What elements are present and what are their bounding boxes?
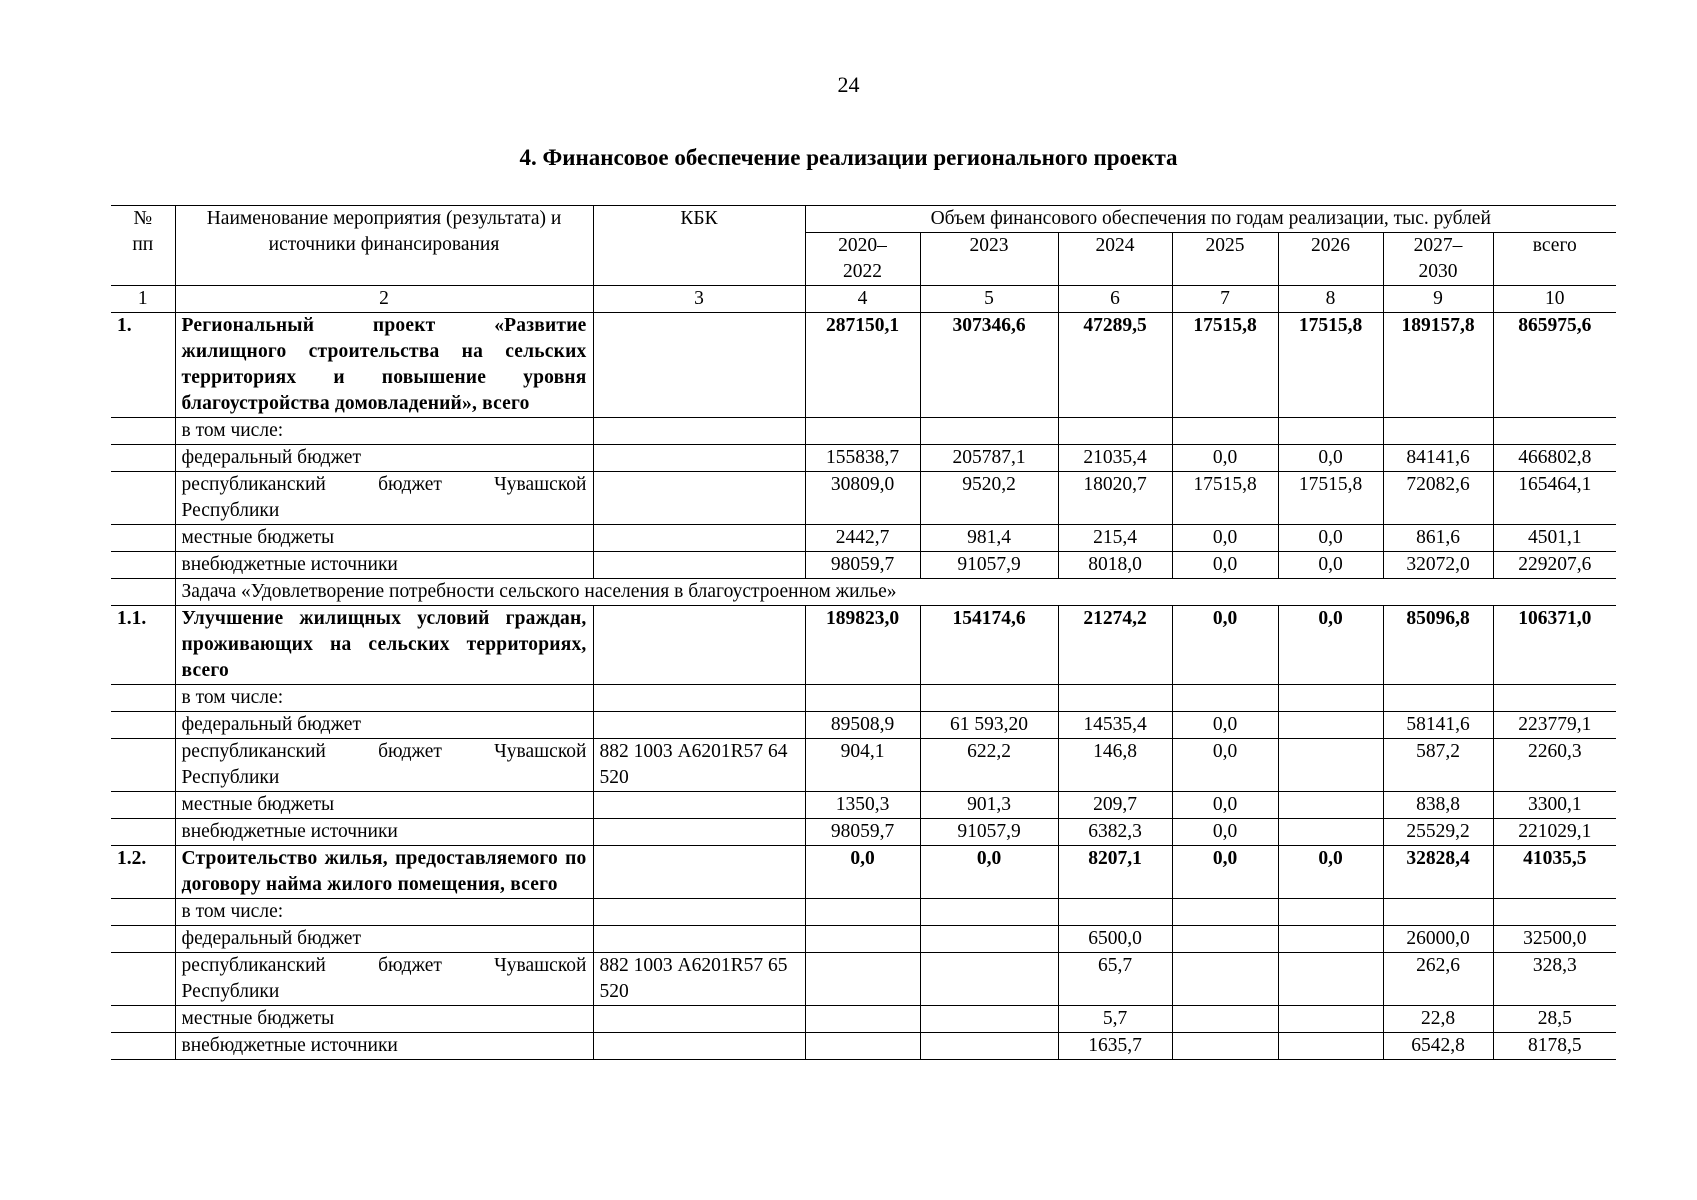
header-year-2020-2022: 2020– 2022 — [805, 233, 920, 286]
row-kbk — [593, 313, 805, 418]
row-value: 3300,1 — [1493, 792, 1616, 819]
row-value: 6500,0 — [1058, 926, 1172, 953]
row-value: 2260,3 — [1493, 739, 1616, 792]
item-row — [111, 313, 1616, 418]
row-kbk — [593, 846, 805, 899]
row-name: Улучшение жилищных условий граждан, проживающих на сельских территориях, всего — [175, 606, 593, 685]
row-value: 622,2 — [920, 739, 1058, 792]
row-value — [1058, 685, 1172, 712]
row-kbk: 882 1003 А6201R57 65 520 — [593, 953, 805, 1006]
row-value: 61 593,20 — [920, 712, 1058, 739]
row-value — [1493, 685, 1616, 712]
header-total: всего — [1493, 233, 1616, 286]
row-value: 0,0 — [1172, 552, 1278, 579]
row-kbk — [593, 926, 805, 953]
row-number — [111, 819, 175, 846]
row-value: 0,0 — [1278, 445, 1383, 472]
row-value: 287150,1 — [805, 313, 920, 418]
row-value — [1278, 899, 1383, 926]
section-title: 4. Финансовое обеспечение реализации регионального проекта — [519, 145, 1178, 170]
row-value: 6542,8 — [1383, 1033, 1493, 1060]
row-value: 0,0 — [1172, 525, 1278, 552]
column-number: 10 — [1493, 286, 1616, 313]
row-value: 838,8 — [1383, 792, 1493, 819]
row-value: 32072,0 — [1383, 552, 1493, 579]
header-volume: Объем финансового обеспечения по годам реализации, тыс. рублей — [805, 206, 1616, 233]
row-value: 26000,0 — [1383, 926, 1493, 953]
row-value: 72082,6 — [1383, 472, 1493, 525]
row-value: 155838,7 — [805, 445, 920, 472]
source-row — [111, 953, 1616, 1006]
source-row — [111, 926, 1616, 953]
source-row — [111, 472, 1616, 525]
row-value: 58141,6 — [1383, 712, 1493, 739]
header-year-2023: 2023 — [920, 233, 1058, 286]
row-value — [1278, 685, 1383, 712]
row-value: 904,1 — [805, 739, 920, 792]
row-value: 89508,9 — [805, 712, 920, 739]
row-value: 21274,2 — [1058, 606, 1172, 685]
row-kbk — [593, 606, 805, 685]
table-body — [111, 206, 1616, 1060]
row-value — [920, 899, 1058, 926]
row-kbk — [593, 685, 805, 712]
column-number: 6 — [1058, 286, 1172, 313]
row-value — [920, 685, 1058, 712]
source-row — [111, 685, 1616, 712]
row-value — [805, 926, 920, 953]
row-value: 861,6 — [1383, 525, 1493, 552]
row-kbk — [593, 445, 805, 472]
row-value: 8178,5 — [1493, 1033, 1616, 1060]
row-value: 84141,6 — [1383, 445, 1493, 472]
source-row — [111, 1006, 1616, 1033]
row-value: 32500,0 — [1493, 926, 1616, 953]
row-value: 2442,7 — [805, 525, 920, 552]
row-name: республиканский бюджет Чувашской Республики — [175, 739, 593, 792]
row-number — [111, 739, 175, 792]
row-value: 0,0 — [1172, 445, 1278, 472]
row-value — [805, 1006, 920, 1033]
source-row — [111, 739, 1616, 792]
row-value: 9520,2 — [920, 472, 1058, 525]
row-name: федеральный бюджет — [175, 712, 593, 739]
row-value — [1172, 1033, 1278, 1060]
column-number: 8 — [1278, 286, 1383, 313]
source-row — [111, 819, 1616, 846]
row-value: 47289,5 — [1058, 313, 1172, 418]
row-number — [111, 712, 175, 739]
row-value: 32828,4 — [1383, 846, 1493, 899]
financing-table — [111, 205, 1616, 1060]
row-number — [111, 525, 175, 552]
row-value — [1172, 418, 1278, 445]
page-number: 24 — [837, 72, 860, 97]
row-name: в том числе: — [175, 685, 593, 712]
row-value — [1278, 819, 1383, 846]
column-number: 1 — [111, 286, 175, 313]
row-value — [920, 926, 1058, 953]
row-value: 205787,1 — [920, 445, 1058, 472]
row-value — [1278, 418, 1383, 445]
source-row — [111, 712, 1616, 739]
row-name: в том числе: — [175, 899, 593, 926]
row-value: 91057,9 — [920, 819, 1058, 846]
row-value: 106371,0 — [1493, 606, 1616, 685]
row-value — [805, 899, 920, 926]
row-value — [1493, 899, 1616, 926]
row-value: 165464,1 — [1493, 472, 1616, 525]
row-kbk — [593, 1033, 805, 1060]
item-row — [111, 606, 1616, 685]
row-kbk — [593, 418, 805, 445]
row-name: Региональный проект «Развитие жилищного строительства на сельских территориях и повышение уровня благоустройства домовладений», всего — [175, 313, 593, 418]
row-number — [111, 1033, 175, 1060]
row-kbk — [593, 1006, 805, 1033]
row-value: 5,7 — [1058, 1006, 1172, 1033]
row-value: 8018,0 — [1058, 552, 1172, 579]
row-value: 154174,6 — [920, 606, 1058, 685]
row-value — [920, 1006, 1058, 1033]
row-kbk: 882 1003 А6201R57 64 520 — [593, 739, 805, 792]
row-kbk — [593, 712, 805, 739]
row-number — [111, 472, 175, 525]
row-value: 14535,4 — [1058, 712, 1172, 739]
row-value: 189157,8 — [1383, 313, 1493, 418]
row-value: 65,7 — [1058, 953, 1172, 1006]
row-number — [111, 685, 175, 712]
row-value: 262,6 — [1383, 953, 1493, 1006]
row-value — [805, 685, 920, 712]
row-value: 0,0 — [1278, 606, 1383, 685]
row-value: 4501,1 — [1493, 525, 1616, 552]
row-value: 0,0 — [1278, 552, 1383, 579]
row-number: 1.2. — [111, 846, 175, 899]
column-number: 9 — [1383, 286, 1493, 313]
row-kbk — [593, 819, 805, 846]
row-value: 28,5 — [1493, 1006, 1616, 1033]
row-value: 0,0 — [1172, 819, 1278, 846]
row-name: республиканский бюджет Чувашской Республики — [175, 953, 593, 1006]
row-number: 1.1. — [111, 606, 175, 685]
row-value — [1278, 1006, 1383, 1033]
header-year-2026: 2026 — [1278, 233, 1383, 286]
row-value: 0,0 — [1172, 846, 1278, 899]
source-row — [111, 792, 1616, 819]
task-number-cell — [111, 579, 175, 606]
row-value — [1278, 1033, 1383, 1060]
row-value — [1278, 739, 1383, 792]
row-value: 865975,6 — [1493, 313, 1616, 418]
task-text: Задача «Удовлетворение потребности сельского населения в благоустроенном жилье» — [175, 579, 1616, 606]
row-value: 1350,3 — [805, 792, 920, 819]
header-year-2027-2030: 2027– 2030 — [1383, 233, 1493, 286]
column-number: 3 — [593, 286, 805, 313]
row-value — [1058, 418, 1172, 445]
row-value — [805, 953, 920, 1006]
source-row — [111, 445, 1616, 472]
row-value: 17515,8 — [1172, 472, 1278, 525]
row-kbk — [593, 792, 805, 819]
row-value — [1383, 418, 1493, 445]
row-value — [1383, 685, 1493, 712]
source-row — [111, 899, 1616, 926]
row-value: 21035,4 — [1058, 445, 1172, 472]
row-value — [1172, 1006, 1278, 1033]
row-number — [111, 899, 175, 926]
row-value: 91057,9 — [920, 552, 1058, 579]
column-number: 2 — [175, 286, 593, 313]
row-value — [1172, 899, 1278, 926]
row-name: внебюджетные источники — [175, 819, 593, 846]
row-number — [111, 418, 175, 445]
header-kbk: КБК — [593, 206, 805, 286]
row-value: 98059,7 — [805, 819, 920, 846]
row-value: 0,0 — [1172, 606, 1278, 685]
row-value: 0,0 — [1172, 712, 1278, 739]
row-value: 0,0 — [1172, 739, 1278, 792]
row-name: в том числе: — [175, 418, 593, 445]
row-number — [111, 552, 175, 579]
source-row — [111, 525, 1616, 552]
row-value — [1172, 953, 1278, 1006]
row-value: 0,0 — [1278, 846, 1383, 899]
row-number: 1. — [111, 313, 175, 418]
row-value — [920, 1033, 1058, 1060]
row-value: 146,8 — [1058, 739, 1172, 792]
row-value: 8207,1 — [1058, 846, 1172, 899]
row-kbk — [593, 525, 805, 552]
row-value: 30809,0 — [805, 472, 920, 525]
row-number — [111, 953, 175, 1006]
row-number — [111, 445, 175, 472]
row-name: местные бюджеты — [175, 525, 593, 552]
row-value: 85096,8 — [1383, 606, 1493, 685]
header-number: № пп — [111, 206, 175, 286]
header-name: Наименование мероприятия (результата) и источники финансирования — [175, 206, 593, 286]
source-row — [111, 1033, 1616, 1060]
row-value — [1278, 953, 1383, 1006]
row-name: федеральный бюджет — [175, 445, 593, 472]
row-value — [1493, 418, 1616, 445]
column-number: 4 — [805, 286, 920, 313]
row-name: местные бюджеты — [175, 792, 593, 819]
row-value: 215,4 — [1058, 525, 1172, 552]
row-value — [1278, 792, 1383, 819]
header-year-2024: 2024 — [1058, 233, 1172, 286]
row-value — [920, 418, 1058, 445]
row-value: 981,4 — [920, 525, 1058, 552]
header-year-2025: 2025 — [1172, 233, 1278, 286]
column-number-row — [111, 286, 1616, 313]
row-value — [1058, 899, 1172, 926]
row-value — [1172, 926, 1278, 953]
item-row — [111, 846, 1616, 899]
row-value: 0,0 — [920, 846, 1058, 899]
row-value: 17515,8 — [1278, 313, 1383, 418]
row-value: 98059,7 — [805, 552, 920, 579]
row-name: федеральный бюджет — [175, 926, 593, 953]
row-value — [1383, 899, 1493, 926]
row-value: 307346,6 — [920, 313, 1058, 418]
row-value: 229207,6 — [1493, 552, 1616, 579]
row-number — [111, 792, 175, 819]
column-number: 7 — [1172, 286, 1278, 313]
row-value: 41035,5 — [1493, 846, 1616, 899]
row-name: Строительство жилья, предоставляемого по договору найма жилого помещения, всего — [175, 846, 593, 899]
row-value: 17515,8 — [1172, 313, 1278, 418]
row-value — [1278, 926, 1383, 953]
row-value: 328,3 — [1493, 953, 1616, 1006]
row-name: внебюджетные источники — [175, 552, 593, 579]
row-value: 209,7 — [1058, 792, 1172, 819]
row-value — [920, 953, 1058, 1006]
row-value: 221029,1 — [1493, 819, 1616, 846]
row-number — [111, 1006, 175, 1033]
row-value: 1635,7 — [1058, 1033, 1172, 1060]
row-value: 901,3 — [920, 792, 1058, 819]
row-value: 189823,0 — [805, 606, 920, 685]
source-row — [111, 552, 1616, 579]
row-name: внебюджетные источники — [175, 1033, 593, 1060]
row-value: 0,0 — [1172, 792, 1278, 819]
row-value: 223779,1 — [1493, 712, 1616, 739]
row-value: 0,0 — [1278, 525, 1383, 552]
task-row — [111, 579, 1616, 606]
header-row-top — [111, 206, 1616, 233]
row-value: 22,8 — [1383, 1006, 1493, 1033]
column-number: 5 — [920, 286, 1058, 313]
row-value — [1172, 685, 1278, 712]
row-kbk — [593, 472, 805, 525]
row-value: 25529,2 — [1383, 819, 1493, 846]
row-value — [805, 1033, 920, 1060]
row-value: 18020,7 — [1058, 472, 1172, 525]
row-value: 466802,8 — [1493, 445, 1616, 472]
row-value: 6382,3 — [1058, 819, 1172, 846]
row-name: местные бюджеты — [175, 1006, 593, 1033]
row-kbk — [593, 899, 805, 926]
row-number — [111, 926, 175, 953]
source-row — [111, 418, 1616, 445]
row-name: республиканский бюджет Чувашской Республики — [175, 472, 593, 525]
row-value — [805, 418, 920, 445]
row-value: 587,2 — [1383, 739, 1493, 792]
row-value — [1278, 712, 1383, 739]
row-value: 17515,8 — [1278, 472, 1383, 525]
row-kbk — [593, 552, 805, 579]
row-value: 0,0 — [805, 846, 920, 899]
